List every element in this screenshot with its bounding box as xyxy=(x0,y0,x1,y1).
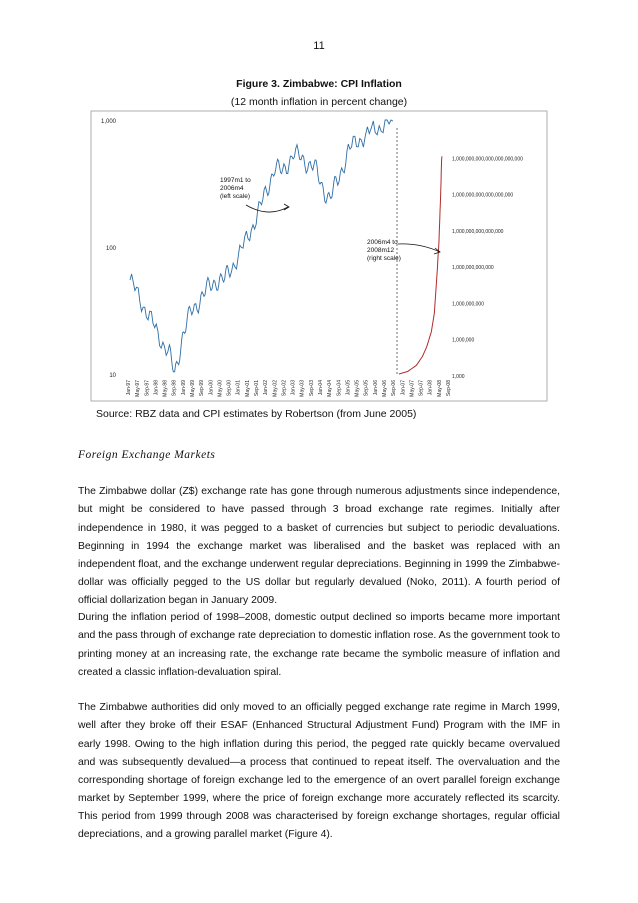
x-axis-tick-label: Sep-02 xyxy=(281,380,288,397)
figure-subtitle: (12 month inflation in percent change) xyxy=(230,96,408,108)
x-axis-tick-label: May-01 xyxy=(244,380,251,397)
x-axis-tick-label: Jan-99 xyxy=(180,380,187,396)
left-axis-tick-label: 100 xyxy=(105,246,116,252)
section-heading: Foreign Exchange Markets xyxy=(78,449,216,461)
right-axis-tick-label: 1,000,000 xyxy=(452,337,475,344)
x-axis-tick-label: May-07 xyxy=(409,380,416,397)
annotation-left-scale-label: (left scale) xyxy=(220,193,250,200)
x-axis-tick-label: May-02 xyxy=(272,380,279,397)
annotation-right-scale-label: 2008m12 xyxy=(367,247,395,254)
x-axis-tick-label: Sep-05 xyxy=(363,380,370,397)
page-number: 11 xyxy=(313,40,325,52)
x-axis-tick-label: Jan-00 xyxy=(208,380,215,396)
annotation-right-scale-label: 2006m4 to xyxy=(367,239,398,246)
x-axis-tick-label: May-99 xyxy=(190,380,196,397)
x-axis-tick-label: Sep-98 xyxy=(171,380,178,397)
right-axis-tick-label: 1,000,000,000,000 xyxy=(452,265,494,272)
x-axis-tick-label: May-04 xyxy=(327,380,334,397)
x-axis-tick-label: Sep-03 xyxy=(308,380,315,397)
x-axis-tick-label: Sep-01 xyxy=(254,380,260,397)
x-axis-tick-label: May-05 xyxy=(354,380,361,397)
left-axis-tick-label: 10 xyxy=(109,373,116,379)
annotation-right-scale-label: (right scale) xyxy=(367,255,401,262)
chart-frame xyxy=(91,111,547,401)
annotation-left-scale-label: 2006m4 xyxy=(220,185,244,192)
x-axis-tick-label: Sep-99 xyxy=(199,380,206,397)
x-axis-tick-label: Jan-05 xyxy=(345,380,352,396)
x-axis-tick-label: May-97 xyxy=(135,380,142,397)
x-axis-tick-label: Jan-01 xyxy=(235,380,242,396)
x-axis-tick-label: May-03 xyxy=(299,380,306,397)
x-axis-tick-label: Jan-02 xyxy=(263,380,270,396)
right-axis-tick-label: 1,000 xyxy=(452,374,465,380)
x-axis-tick-label: Sep-07 xyxy=(418,380,425,397)
x-axis-tick-label: Sep-97 xyxy=(144,380,151,397)
x-axis-tick-label: May-06 xyxy=(382,380,388,397)
right-axis-tick-label: 1,000,000,000,000,000,000 xyxy=(452,192,514,199)
x-axis-tick-label: May-08 xyxy=(436,380,443,397)
paragraph-2: During the inflation period of 1998–2008, domestic output declined so imports became more important and the pass through of exchange rate depreciation to domestic inflation rose. As the government took to printing money at an increasing rate, the exchange rate became the symbolic measure of inflation and created a classic inflation-devaluation spiral. xyxy=(78,612,560,678)
right-axis-tick-label: 1,000,000,000 xyxy=(452,301,484,308)
x-axis-tick-label: Jan-04 xyxy=(318,380,324,396)
paragraph-1: The Zimbabwe dollar (Z$) exchange rate has gone through numerous adjustments since independence, but might be considered to have passed through 3 broad exchange rate regimes. Initially after independence in 1980, it was pegged to a basket of currencies but subject to periodic devaluations. Beginning in 1994 the exchange market was liberalised and the basket was replaced with an independent float, and the exchange underwent regular depreciations. Beginning in 1999 the Zimbabwe-dollar was officially pegged to the US dollar but regularly devalued (Noko, 2011). A fourth period of official dollarization began in January 2009. xyxy=(78,486,560,606)
x-axis-tick-label: Jan-98 xyxy=(153,380,160,396)
right-axis-tick-label: 1,000,000,000,000,000,000,000 xyxy=(452,156,523,163)
annotation-left-scale-label: 1997m1 to xyxy=(220,177,251,184)
right-axis-tick-label: 1,000,000,000,000,000 xyxy=(452,228,504,235)
x-axis-tick-label: Jan-03 xyxy=(290,380,297,396)
x-axis-tick-label: Jan-97 xyxy=(126,380,132,396)
cpi-inflation-chart xyxy=(90,110,548,402)
x-axis-tick-label: May-98 xyxy=(162,380,169,397)
x-axis-tick-label: Sep-00 xyxy=(226,380,233,397)
x-axis-tick-label: Sep-04 xyxy=(336,380,343,397)
left-axis-tick-label: 1,000 xyxy=(100,119,116,125)
x-axis-tick-label: Jan-06 xyxy=(372,380,379,396)
x-axis-tick-label: Jan-08 xyxy=(427,380,434,396)
paragraph-3: The Zimbabwe authorities did only moved to an officially pegged exchange rate regime in March 1999, well after they broke off their ESAF (Enhanced Structural Adjustment Fund) Program with the IMF in early 1998. Owing to the high inflation during this period, the pegged rate quickly became overvalued and was subsequently devalued—a process that continued to repeat itself. The overvaluation and the corresponding shortage of foreign exchange led to the emergence of an overt parallel foreign exchange market by September 1999, where the price of foreign exchange more accurately reflected its scarcity. This period from 1999 through 2008 was characterised by foreign exchange shortages, regular official depreciations, and a growing parallel market (Figure 4). xyxy=(78,702,560,841)
x-axis-tick-label: Jan-07 xyxy=(400,380,407,396)
figure-title: Figure 3. Zimbabwe: CPI Inflation xyxy=(236,78,402,90)
figure-source: Source: RBZ data and CPI estimates by Robertson (from June 2005) xyxy=(96,408,417,420)
x-axis-tick-label: Sep-08 xyxy=(446,380,452,397)
x-axis-tick-label: May-00 xyxy=(217,380,224,397)
x-axis-tick-label: Sep-06 xyxy=(391,380,398,397)
